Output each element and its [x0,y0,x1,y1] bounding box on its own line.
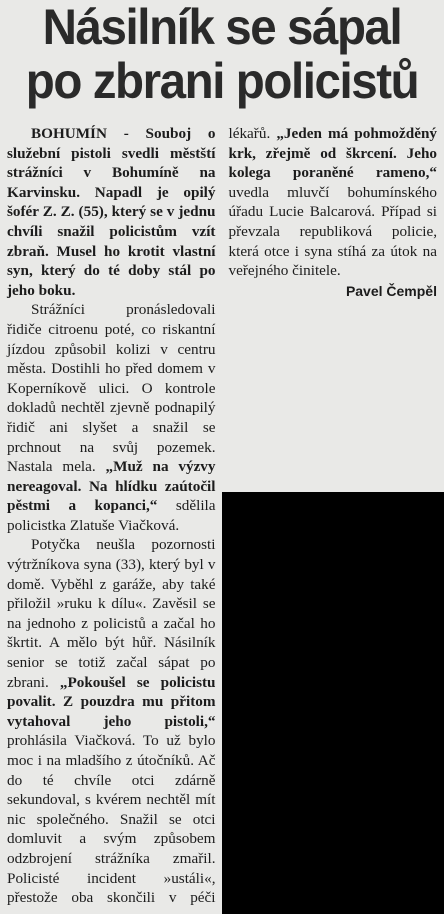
quote-3-attribution: uvedla mluvčí bohumínského úřadu Lucie Balcarová. Případ si převzala republiková policie, která otce i syna stíhá za útok na veřejného činitele. [228,183,437,280]
headline [4,0,440,108]
headline-line-2: po zbrani policistů [25,53,419,109]
paragraph-2-text: Potyčka neušla pozornosti výtržníkova syna (33), který byl v domě. Vyběhl z garáže, aby také přiložil »ruku k dílu«. Zavěsil se na jednoho z policistů a začal ho škrtit. A mělo být hůř. Násilník senior se totiž začal sápat po zbrani. [7,536,216,691]
black-region [222,492,444,914]
quote-3: „Jeden má pohmožděný krk, zřejmě od škrcení. Jeho kolega poraněné rameno,“ [228,125,437,182]
article-lead: BOHUMÍN - Souboj o služební pistoli svedli městští strážníci v Bohumíně na Karvinsku. Napadl je opilý šofér Z. Z. (55), který se v jednu chvíli snažil policistům vzít zbraň. Musel ho krotit vlastní syn, který do té doby stál po jeho boku. [7,125,216,299]
paragraph-1-text: Strážníci pronásledovali řidiče citroenu poté, co riskantní jízdou způsobil kolizi v centru města. Dostihli ho před domem v Koperníkově ulici. O kontrole dokladů nechtěl zjevně podnapilý řidič ani slyšet a snažil se prchnout na svůj pozemek. Nastala mela. [7,301,216,476]
quote-2-attribution: prohlásila Viačková. To už bylo moc i na mladšího z útočníků. Ač do té chvíle otci zdárně sekundoval, s kvérem nechtěl mít nic společného. Snažil se otci domluvit a svým způsobem odzbrojení strážníka zmařil. Policisté incident »ustáli«, přestože oba skončili v péči lékařů. [7,125,271,907]
quote-2: „Pokoušel se policistu povalit. Z pouzdra mu přitom vytahoval jeho pistoli,“ [7,673,216,730]
headline-line-1: Násilník se sápal [42,0,402,55]
quote-1: „Muž na výzvy nereagoval. Na hlídku zaútočil pěstmi a kopanci,“ [7,458,216,515]
author-byline: Pavel Čempěl [345,282,437,299]
paragraph-1 [7,300,216,535]
quote-1-attribution: sdělila policistka Zlatuše Viačková. [7,497,216,534]
